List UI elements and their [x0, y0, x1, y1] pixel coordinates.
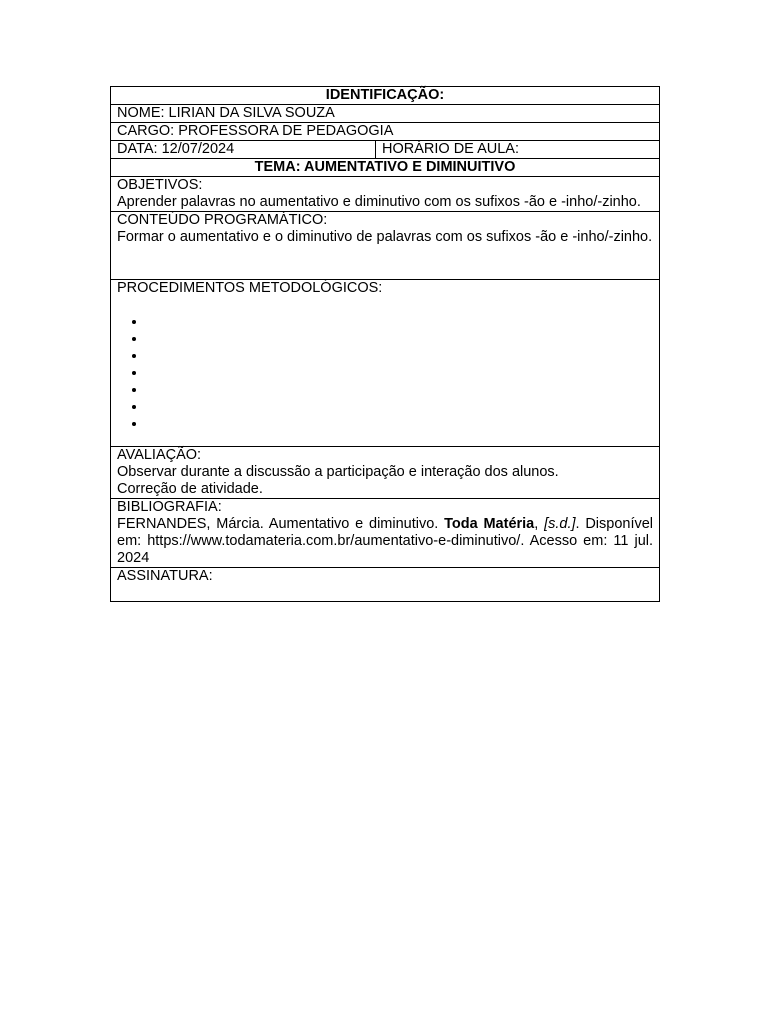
content-text: Formar o aumentativo e o diminutivo de palavras com os sufixos -ão e -inho/-zinho.: [117, 229, 653, 245]
bibliography-row: [111, 499, 660, 568]
bibliography-source: Toda Matéria: [444, 516, 535, 532]
procedures-row: [111, 280, 660, 447]
evaluation-line-1: Observar durante a discussão a participação e interação dos alunos.: [117, 464, 559, 480]
identification-header-row: [111, 87, 660, 105]
procedure-bullet: [147, 331, 653, 348]
date-time-row: [111, 141, 660, 159]
signature-row: [111, 568, 660, 602]
teacher-name: NOME: LIRIAN DA SILVA SOUZA: [111, 105, 660, 123]
objectives-row: [111, 177, 660, 212]
teacher-role: CARGO: PROFESSORA DE PEDAGOGIA: [111, 123, 660, 141]
procedure-bullet: [147, 399, 653, 416]
bibliography-author: FERNANDES, Márcia. Aumentativo e diminutivo.: [117, 516, 439, 532]
procedure-bullet: [147, 365, 653, 382]
procedure-bullet: [147, 348, 653, 365]
procedure-bullet: [147, 314, 653, 331]
evaluation-cell: [111, 447, 660, 499]
evaluation-row: [111, 447, 660, 499]
lesson-time: HORÁRIO DE AULA:: [376, 141, 660, 159]
objectives-cell: [111, 177, 660, 212]
bibliography-separator: ,: [534, 516, 545, 532]
procedures-cell: [111, 280, 660, 447]
identification-title: IDENTIFICAÇÃO:: [111, 87, 660, 105]
content-row: [111, 212, 660, 280]
bibliography-cell: [111, 499, 660, 568]
procedures-label: PROCEDIMENTOS METODOLÓGICOS:: [117, 280, 383, 296]
evaluation-label: AVALIAÇÃO:: [117, 447, 202, 463]
content-cell: [111, 212, 660, 280]
name-row: [111, 105, 660, 123]
bibliography-label: BIBLIOGRAFIA:: [117, 499, 222, 515]
content-label: CONTEÚDO PROGRAMÁTICO:: [117, 212, 328, 228]
procedure-bullet: [147, 416, 653, 433]
theme-row: [111, 159, 660, 177]
procedures-list: [117, 314, 653, 433]
procedure-bullet: [147, 382, 653, 399]
objectives-text: Aprender palavras no aumentativo e diminutivo com os sufixos -ão e -inho/-zinho.: [117, 194, 641, 210]
role-row: [111, 123, 660, 141]
bibliography-reference: [117, 516, 653, 567]
bibliography-date: [s.d.]: [544, 516, 576, 532]
signature-label: ASSINATURA:: [117, 568, 213, 584]
lesson-plan-table: [110, 86, 660, 602]
evaluation-line-2: Correção de atividade.: [117, 481, 263, 497]
bibliography-availability: . Disponível em: https://www.todamateria.com.br/aumentativo-e-diminutivo/. Acesso em: 11 jul. 2024: [117, 516, 654, 566]
lesson-theme: TEMA: AUMENTATIVO E DIMINUITIVO: [111, 159, 660, 177]
objectives-label: OBJETIVOS:: [117, 177, 203, 193]
signature-cell: [111, 568, 660, 602]
lesson-date: DATA: 12/07/2024: [111, 141, 376, 159]
